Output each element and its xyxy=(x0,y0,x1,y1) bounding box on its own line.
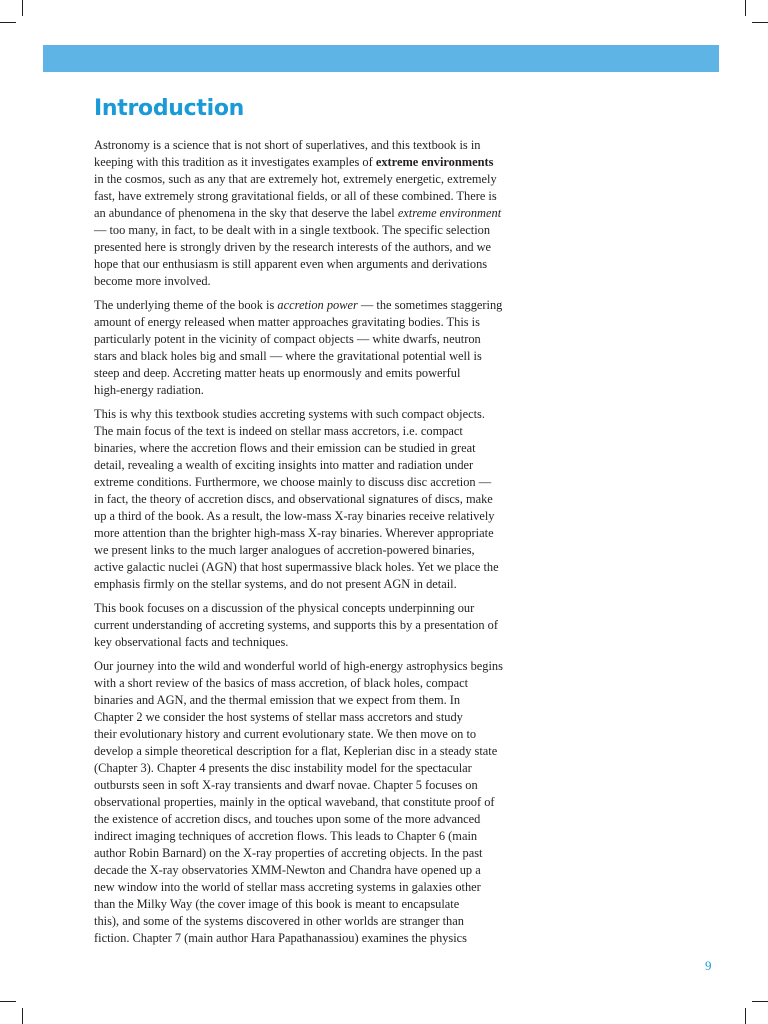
paragraph xyxy=(94,658,538,947)
text-run: fast, have extremely strong gravitational fields, or all of these combined. There is xyxy=(94,189,497,203)
paragraph xyxy=(94,406,538,593)
text-run: more attention than the brighter high-mass X-ray binaries. Wherever appropriate xyxy=(94,526,494,540)
text-line xyxy=(94,474,538,491)
section-title: Introduction xyxy=(94,96,245,121)
text-line xyxy=(94,406,538,423)
italic-term: extreme environment xyxy=(397,206,502,220)
text-line xyxy=(94,845,538,862)
text-run: The main focus of the text is indeed on stellar mass accretors, i.e. compact xyxy=(94,424,463,438)
crop-mark-bottom-left xyxy=(0,1001,16,1002)
text-run: their evolutionary history and current evolutionary state. We then move on to xyxy=(94,727,477,741)
text-run: the existence of accretion discs, and touches upon some of the more advanced xyxy=(94,812,481,826)
text-line xyxy=(94,256,538,273)
text-line xyxy=(94,760,538,777)
text-line xyxy=(94,862,538,879)
text-line xyxy=(94,273,538,290)
text-line xyxy=(94,525,538,542)
text-run: detail, revealing a wealth of exciting insights into matter and radiation under xyxy=(94,458,474,472)
text-run: binaries and AGN, and the thermal emission that we expect from them. In xyxy=(94,693,461,707)
bold-term: extreme environments xyxy=(375,155,494,169)
text-line xyxy=(94,726,538,743)
text-run: an abundance of phenomena in the sky that deserve the label xyxy=(94,206,398,220)
text-run: up a third of the book. As a result, the low-mass X-ray binaries receive relatively xyxy=(94,509,495,523)
text-run: (Chapter 3). Chapter 4 presents the disc instability model for the spectacular xyxy=(94,761,472,775)
text-run: we present links to the much larger analogues of accretion-powered binaries, xyxy=(94,543,475,557)
text-line xyxy=(94,658,538,675)
text-run: in the cosmos, such as any that are extremely hot, extremely energetic, extremely xyxy=(94,172,497,186)
text-line xyxy=(94,508,538,525)
text-run: fiction. Chapter 7 (main author Hara Papathanassiou) examines the physics xyxy=(94,931,467,945)
text-line xyxy=(94,600,538,617)
text-run: active galactic nuclei (AGN) that host supermassive black holes. Yet we place the xyxy=(94,560,499,574)
text-line xyxy=(94,297,538,314)
text-run: steep and deep. Accreting matter heats up enormously and emits powerful xyxy=(94,366,461,380)
text-run: develop a simple theoretical description for a flat, Keplerian disc in a steady state xyxy=(94,744,498,758)
text-run: — the sometimes staggering xyxy=(357,298,503,312)
text-run: particularly potent in the vicinity of compact objects — white dwarfs, neutron xyxy=(94,332,481,346)
text-line xyxy=(94,382,538,399)
text-line xyxy=(94,617,538,634)
text-run: become more involved. xyxy=(94,274,211,288)
text-line xyxy=(94,634,538,651)
text-line xyxy=(94,542,538,559)
text-line xyxy=(94,777,538,794)
crop-mark-top-left xyxy=(0,22,16,23)
text-run: with a short review of the basics of mass accretion, of black holes, compact xyxy=(94,676,469,690)
page-number: 9 xyxy=(705,958,712,973)
text-line xyxy=(94,491,538,508)
text-line xyxy=(94,828,538,845)
text-line xyxy=(94,794,538,811)
text-run: current understanding of accreting systems, and supports this by a presentation of xyxy=(94,618,498,632)
text-run: Astronomy is a science that is not short of superlatives, and this textbook is in xyxy=(94,138,481,152)
text-line xyxy=(94,331,538,348)
text-run: observational properties, mainly in the optical waveband, that constitute proof of xyxy=(94,795,495,809)
crop-mark-top-left xyxy=(22,0,23,16)
text-line xyxy=(94,913,538,930)
text-line xyxy=(94,188,538,205)
text-run: decade the X-ray observatories XMM-Newton and Chandra have opened up a xyxy=(94,863,481,877)
text-run: Our journey into the wild and wonderful world of high-energy astrophysics begins xyxy=(94,659,503,673)
text-run: in fact, the theory of accretion discs, and observational signatures of discs, make xyxy=(94,492,493,506)
crop-mark-bottom-left xyxy=(22,1008,23,1024)
text-line xyxy=(94,222,538,239)
text-run: Chapter 2 we consider the host systems of stellar mass accretors and study xyxy=(94,710,463,724)
text-run: high-energy radiation. xyxy=(94,383,204,397)
text-run: This is why this textbook studies accreting systems with such compact objects. xyxy=(94,407,485,421)
text-line xyxy=(94,896,538,913)
text-line xyxy=(94,811,538,828)
text-line xyxy=(94,137,538,154)
text-run: presented here is strongly driven by the research interests of the authors, and we xyxy=(94,240,492,254)
text-line xyxy=(94,692,538,709)
text-line xyxy=(94,205,538,222)
text-run: keeping with this tradition as it investigates examples of xyxy=(94,155,376,169)
text-run: new window into the world of stellar mass accreting systems in galaxies other xyxy=(94,880,481,894)
text-run: The underlying theme of the book is xyxy=(94,298,278,312)
text-run: this), and some of the systems discovered in other worlds are stranger than xyxy=(94,914,464,928)
text-run: than the Milky Way (the cover image of this book is meant to encapsulate xyxy=(94,897,460,911)
body-text xyxy=(94,137,538,954)
text-run: This book focuses on a discussion of the physical concepts underpinning our xyxy=(94,601,475,615)
text-line xyxy=(94,365,538,382)
text-line xyxy=(94,930,538,947)
paragraph xyxy=(94,297,538,399)
paragraph xyxy=(94,137,538,290)
text-run: key observational facts and techniques. xyxy=(94,635,289,649)
paragraph xyxy=(94,600,538,651)
text-run: hope that our enthusiasm is still apparent even when arguments and derivations xyxy=(94,257,488,271)
text-line xyxy=(94,239,538,256)
text-run: author Robin Barnard) on the X-ray properties of accreting objects. In the past xyxy=(94,846,483,860)
text-line xyxy=(94,314,538,331)
text-run: — too many, in fact, to be dealt with in a single textbook. The specific selection xyxy=(94,223,491,237)
text-line xyxy=(94,154,538,171)
text-line xyxy=(94,879,538,896)
text-run: stars and black holes big and small — where the gravitational potential well is xyxy=(94,349,482,363)
crop-mark-top-right xyxy=(752,22,768,23)
text-line xyxy=(94,423,538,440)
italic-term: accretion power xyxy=(277,298,358,312)
text-line xyxy=(94,675,538,692)
text-line xyxy=(94,440,538,457)
text-line xyxy=(94,576,538,593)
crop-mark-bottom-right xyxy=(752,1001,768,1002)
text-line xyxy=(94,457,538,474)
text-line xyxy=(94,709,538,726)
text-line xyxy=(94,171,538,188)
text-run: outbursts seen in soft X-ray transients and dwarf novae. Chapter 5 focuses on xyxy=(94,778,478,792)
crop-mark-bottom-right xyxy=(745,1008,746,1024)
text-line xyxy=(94,348,538,365)
text-line xyxy=(94,559,538,576)
text-run: emphasis firmly on the stellar systems, and do not present AGN in detail. xyxy=(94,577,457,591)
crop-mark-top-right xyxy=(745,0,746,16)
text-run: indirect imaging techniques of accretion flows. This leads to Chapter 6 (main xyxy=(94,829,478,843)
header-banner xyxy=(43,45,719,72)
text-line xyxy=(94,743,538,760)
text-run: amount of energy released when matter approaches gravitating bodies. This is xyxy=(94,315,480,329)
text-run: extreme conditions. Furthermore, we choose mainly to discuss disc accretion — xyxy=(94,475,492,489)
text-run: binaries, where the accretion flows and their emission can be studied in great xyxy=(94,441,476,455)
